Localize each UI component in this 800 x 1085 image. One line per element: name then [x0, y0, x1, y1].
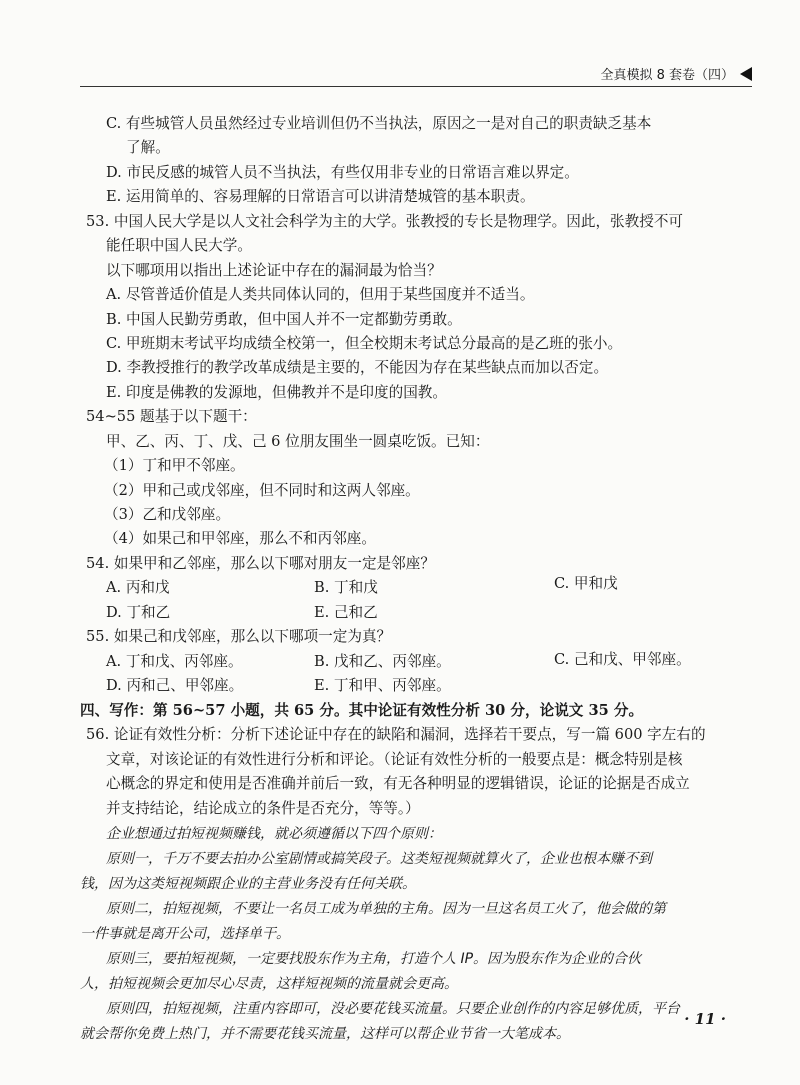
- q56-instruction: 56. 论证有效性分析：分析下述论证中存在的缺陷和漏洞，选择若干要点，写一篇 600 字左右的: [86, 726, 706, 743]
- q56-instruction-4: 并支持结论，结论成立的条件是否充分，等等。）: [106, 800, 420, 817]
- q53-option-b: B. 中国人民勤劳勇敢，但中国人并不一定都勤劳勇敢。: [106, 311, 462, 328]
- triangle-marker-icon: [740, 67, 752, 81]
- principle-4: 原则四，拍短视频，注重内容即可，没必要花钱买流量。只要企业创作的内容足够优质，平台: [106, 1001, 680, 1017]
- page-header: [80, 60, 752, 87]
- principle-1: 原则一，千万不要去拍办公室剧情或搞笑段子。这类短视频就算火了，企业也根本赚不到: [106, 851, 652, 867]
- principle-3-cont: 人，拍短视频会更加尽心尽责，这样短视频的流量就会更高。: [80, 976, 458, 992]
- q56-instruction-3: 心概念的界定和使用是否准确并前后一致，有无各种明显的逻辑错误，论证的论据是否成立: [106, 775, 690, 792]
- condition-1: （1）丁和甲不邻座。: [104, 457, 245, 474]
- q54-option-c: C. 甲和戊: [554, 575, 618, 592]
- q52-option-d: D. 市民反感的城管人员不当执法，有些仅用非专业的日常语言难以界定。: [106, 164, 579, 181]
- q53-stem: 53. 中国人民大学是以人文社会科学为主的大学。张教授的专长是物理学。因此，张教授不可: [86, 213, 684, 230]
- header-title: 全真模拟 8 套卷（四）: [600, 68, 734, 83]
- q52-option-c: C. 有些城管人员虽然经过专业培训但仍不当执法，原因之一是对自己的职责缺乏基本: [106, 115, 652, 132]
- passage-intro: 企业想通过拍短视频赚钱，就必须遵循以下四个原则：: [106, 826, 442, 842]
- q54-option-b: B. 丁和戊: [314, 579, 378, 596]
- q54-option-d: D. 丁和乙: [106, 604, 171, 621]
- q52-option-c-cont: 了解。: [126, 139, 170, 156]
- q55-option-a: A. 丁和戊、丙邻座。: [106, 653, 243, 670]
- q55-option-e: E. 丁和甲、丙邻座。: [314, 677, 451, 694]
- q55-option-b: B. 戊和乙、丙邻座。: [314, 653, 451, 670]
- section-4-heading: 四、写作：第 56~57 小题，共 65 分。其中论证有效性分析 30 分，论说文 35 分。: [80, 702, 644, 719]
- condition-4: （4）如果己和甲邻座，那么不和丙邻座。: [104, 530, 376, 547]
- q54-stem: 54. 如果甲和乙邻座，那么以下哪对朋友一定是邻座？: [86, 555, 435, 572]
- q53-question: 以下哪项用以指出上述论证中存在的漏洞最为恰当？: [106, 262, 442, 279]
- q54-option-e: E. 己和乙: [314, 604, 378, 621]
- q55-stem: 55. 如果己和戊邻座，那么以下哪项一定为真？: [86, 628, 392, 645]
- q54-option-a: A. 丙和戊: [106, 579, 170, 596]
- q53-option-d: D. 李教授推行的教学改革成绩是主要的，不能因为存在某些缺点而加以否定。: [106, 359, 609, 376]
- q53-option-e: E. 印度是佛教的发源地，但佛教并不是印度的国教。: [106, 384, 447, 401]
- q53-option-a: A. 尽管普适价值是人类共同体认同的，但用于某些国度并不适当。: [106, 286, 535, 303]
- principle-1-cont: 钱，因为这类短视频跟企业的主营业务没有任何关联。: [80, 876, 416, 892]
- principle-2-cont: 一件事就是离开公司，选择单干。: [80, 926, 290, 942]
- q55-option-d: D. 丙和己、甲邻座。: [106, 677, 244, 694]
- principle-4-cont: 就会帮你免费上热门，并不需要花钱买流量，这样可以帮企业节省一大笔成本。: [80, 1026, 570, 1042]
- q56-instruction-2: 文章，对该论证的有效性进行分析和评论。（论证有效性分析的一般要点是：概念特别是核: [106, 751, 683, 768]
- q53-option-c: C. 甲班期末考试平均成绩全校第一，但全校期末考试总分最高的是乙班的张小。: [106, 335, 623, 352]
- page-number: · 11 ·: [684, 1010, 726, 1028]
- condition-3: （3）乙和戊邻座。: [104, 506, 231, 523]
- q53-stem-cont: 能任职中国人民大学。: [106, 237, 252, 254]
- condition-2: （2）甲和己或戊邻座，但不同时和这两人邻座。: [104, 482, 420, 499]
- q55-option-c: C. 己和戊、甲邻座。: [554, 651, 691, 668]
- stem-54-55-title: 54~55 题基于以下题干：: [86, 408, 257, 425]
- principle-3: 原则三，要拍短视频，一定要找股东作为主角，打造个人 IP。因为股东作为企业的合伙: [106, 951, 642, 967]
- principle-2: 原则二，拍短视频，不要让一名员工成为单独的主角。因为一旦这名员工火了，他会做的第: [106, 901, 666, 917]
- q52-option-e: E. 运用简单的、容易理解的日常语言可以讲清楚城管的基本职责。: [106, 188, 535, 205]
- stem-54-55-intro: 甲、乙、丙、丁、戊、己 6 位朋友围坐一圆桌吃饭。已知：: [106, 433, 490, 450]
